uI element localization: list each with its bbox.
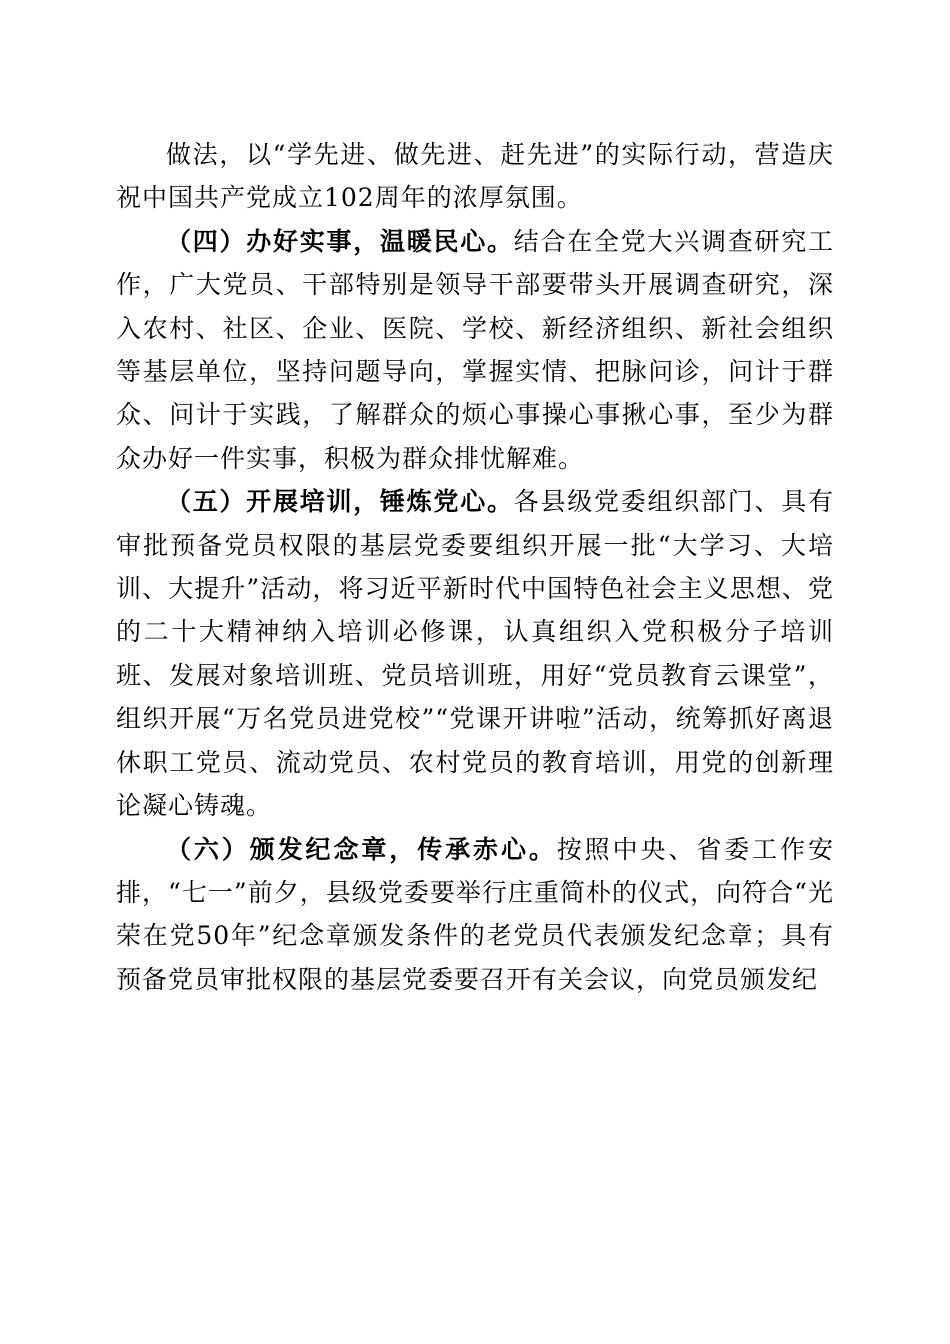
document-body: [116, 133, 834, 1001]
paragraph-section-6: [116, 828, 834, 1002]
paragraph-continuation: [116, 133, 834, 220]
paragraph-section-4: [116, 220, 834, 480]
paragraph-section-5: [116, 480, 834, 827]
paragraph-text: 做法，以“学先进、做先进、赶先进”的实际行动，营造庆祝中国共产党成立102周年的浓厚氛围。: [116, 140, 834, 213]
paragraph-text: 结合在全党大兴调查研究工作，广大党员、干部特别是领导干部要带头开展调查研究，深入农村、社区、企业、医院、学校、新经济组织、新社会组织等基层单位，坚持问题导向，掌握实情、把脉问诊，问计于群众、问计于实践，了解群众的烦心事操心事揪心事，至少为群众办好一件实事，积极为群众排忧解难。: [116, 226, 834, 473]
paragraph-text: 各县级党委组织部门、具有审批预备党员权限的基层党委要组织开展一批“大学习、大培训、大提升”活动，将习近平新时代中国特色社会主义思想、党的二十大精神纳入培训必修课，认真组织入党积极分子培训班、发展对象培训班、党员培训班，用好“党员教育云课堂”，组织开展“万名党员进党校”“党课开讲啦”活动，统筹抓好离退休职工党员、流动党员、农村党员的教育培训，用党的创新理论凝心铸魂。: [116, 487, 834, 821]
paragraph-heading: （六）颁发纪念章，传承赤心。: [166, 834, 557, 864]
paragraph-heading: （五）开展培训，锤炼党心。: [166, 487, 514, 517]
paragraph-heading: （四）办好实事，温暖民心。: [166, 226, 514, 256]
paragraph-text: 按照中央、省委工作安排，“七一”前夕，县级党委要举行庄重简朴的仪式，向符合“光荣在党50年”纪念章颁发条件的老党员代表颁发纪念章；具有预备党员审批权限的基层党委要召开有关会议，向党员颁发纪: [116, 834, 834, 994]
